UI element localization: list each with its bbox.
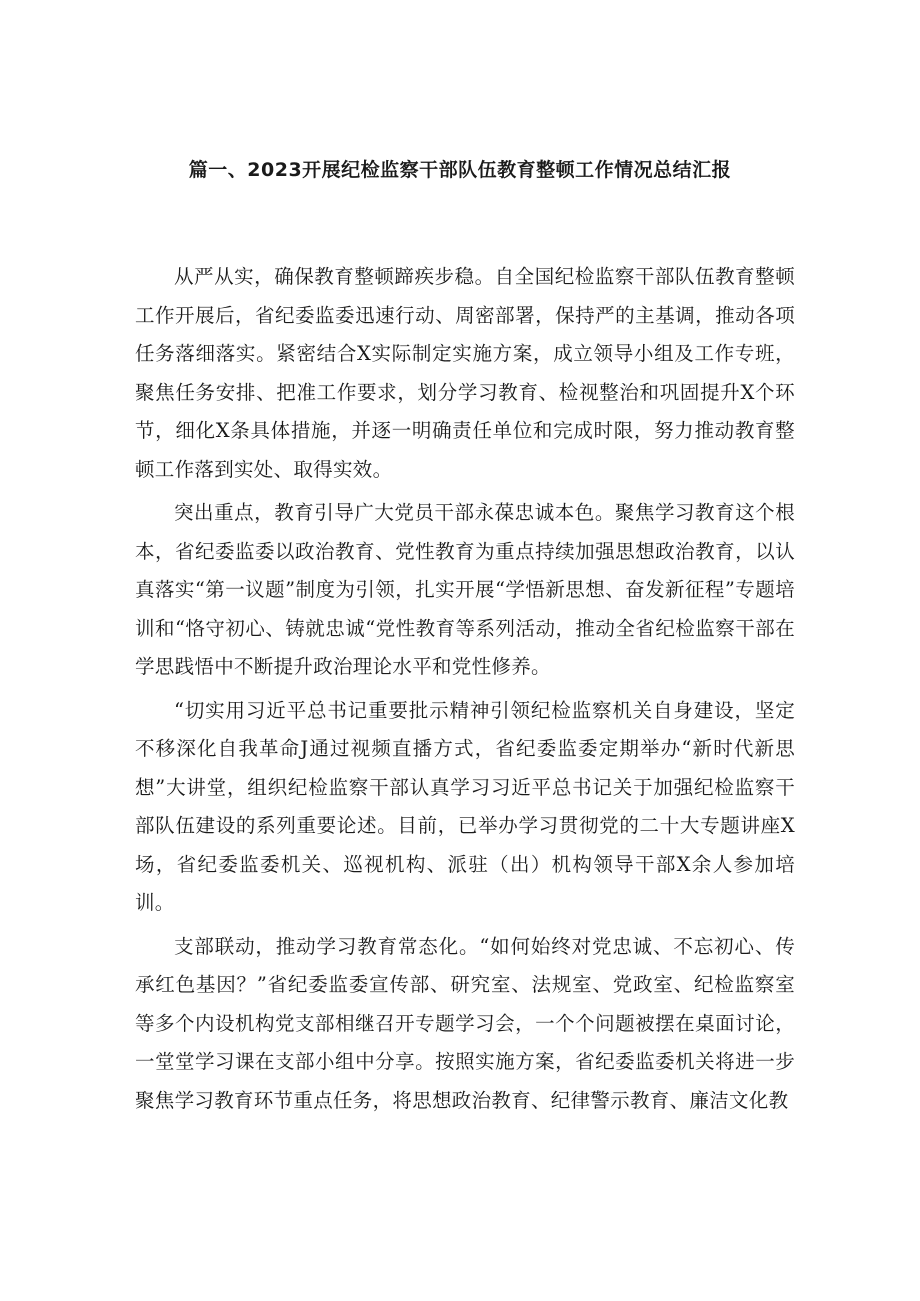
paragraph-3: “切实用习近平总书记重要批示精神引领纪检监察机关自身建设，坚定不移深化自我革命J通过视频直播方式，省纪委监委定期举办“新时代新思想”大讲堂，组织纪检监察干部认真学习习近平总书记关于加强纪检监察干部队伍建设的系列重要论述。目前，已举办学习贯彻党的二十大专题讲座X场，省纪委监委机关、巡视机构、派驻（出）机构领导干部X余人参加培训。 <box>135 698 795 914</box>
document-title: 篇一、2023开展纪检监察干部队伍教育整顿工作情况总结汇报 <box>188 159 732 181</box>
paragraph-1: 从严从实，确保教育整顿蹄疾步稳。自全国纪检监察干部队伍教育整顿工作开展后，省纪委监委迅速行动、周密部署，保持严的主基调，推动各项任务落细落实。紧密结合X实际制定实施方案，成立领导小组及工作专班，聚焦任务安排、把准工作要求，划分学习教育、检视整治和巩固提升X个环节，细化X条具体措施，并逐一明确责任单位和完成时限，努力推动教育整顿工作落到实处、取得实效。 <box>135 265 795 481</box>
document-body <box>135 258 795 1120</box>
paragraph-4: 支部联动，推动学习教育常态化。“如何始终对党忠诚、不忘初心、传承红色基因？”省纪委监委宣传部、研究室、法规室、党政室、纪检监察室等多个内设机构党支部相继召开专题学习会，一个个问题被摆在桌面讨论，一堂堂学习课在支部小组中分享。按照实施方案，省纪委监委机关将进一步聚焦学习教育环节重点任务，将思想政治教育、纪律警示教育、廉洁文化教 <box>135 934 795 1112</box>
paragraph-2: 突出重点，教育引导广大党员干部永葆忠诚本色。聚焦学习教育这个根本，省纪委监委以政治教育、党性教育为重点持续加强思想政治教育，以认真落实“第一议题”制度为引领，扎实开展“学悟新思想、奋发新征程”专题培训和“恪守初心、铸就忠诚“党性教育等系列活动，推动全省纪检监察干部在学思践悟中不断提升政治理论水平和党性修养。 <box>135 501 795 678</box>
